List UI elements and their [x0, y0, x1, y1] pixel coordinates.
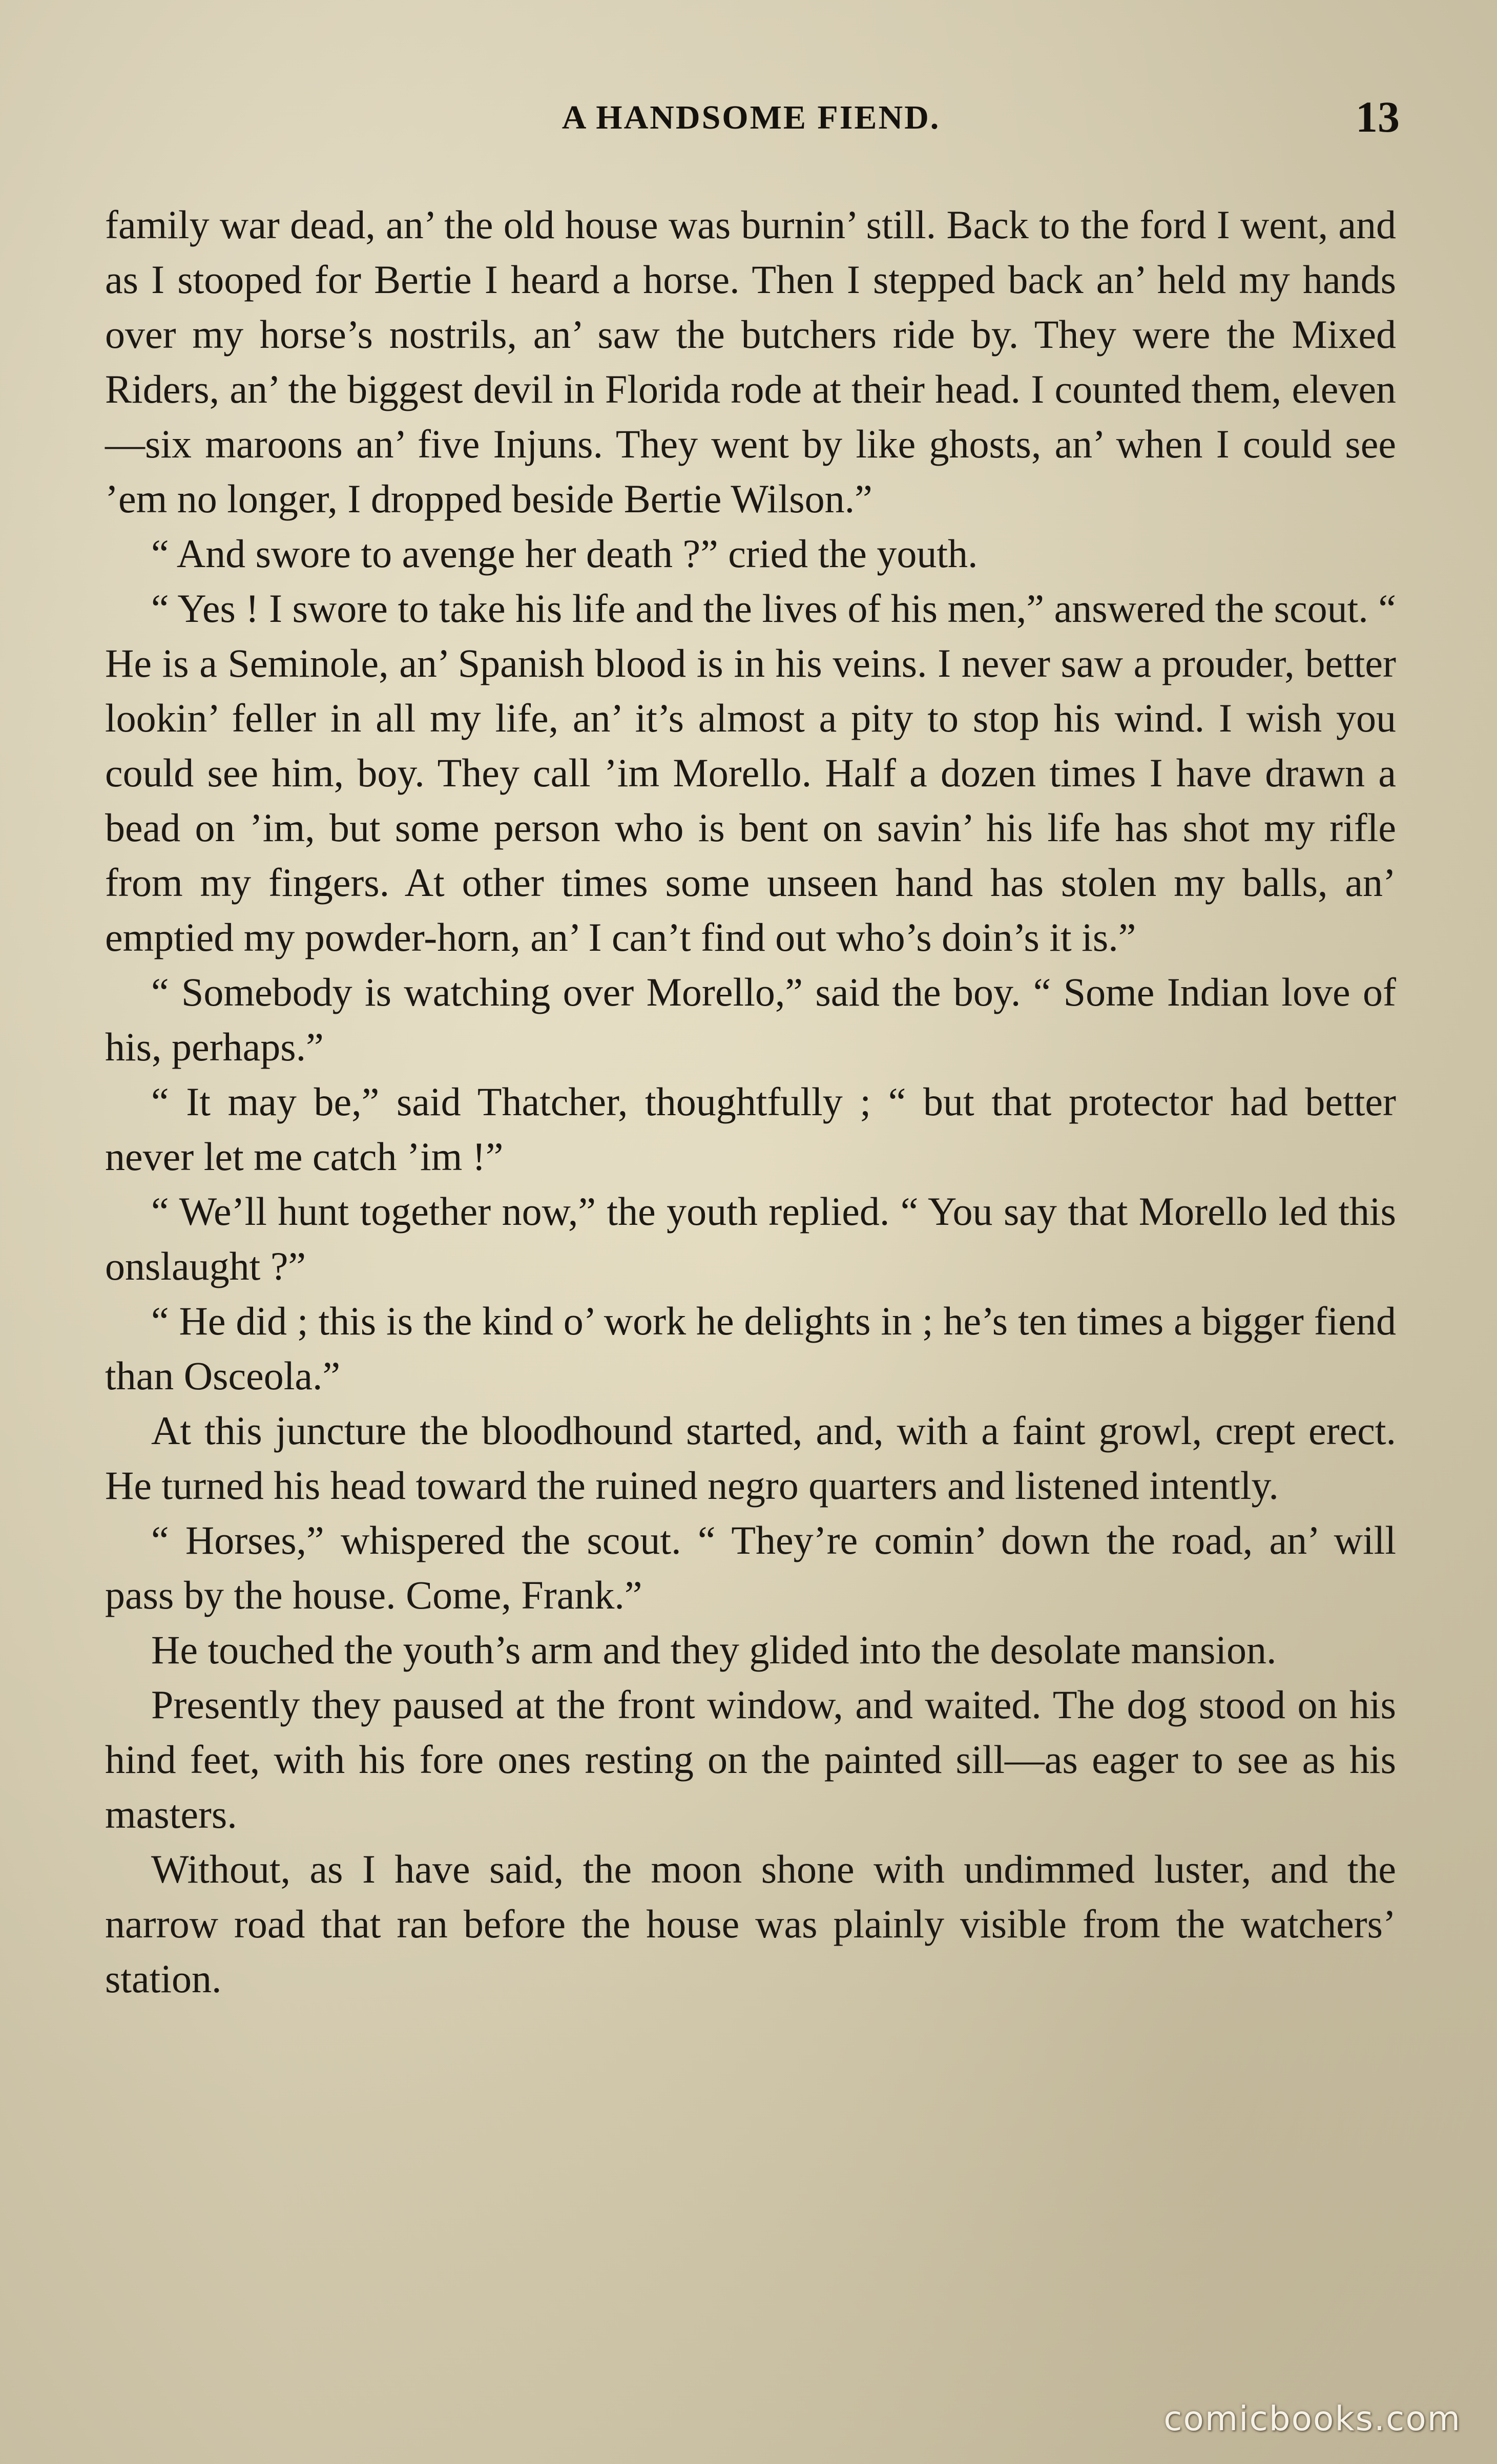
running-title: A HANDSOME FIEND. — [562, 99, 941, 136]
paragraph: Presently they paused at the front window, and waited. The dog stood on his hind feet, with his fore ones resting on the painted sill—as eager to see as his masters. — [105, 1682, 1396, 1836]
paragraph: “ Yes ! I swore to take his life and the lives of his men,” answered the scout. “ He is a Seminole, an’ Spanish blood is in his veins. I never saw a prouder, better lookin’ feller in all my life, an’ it’s almost a pity to stop his wind. I wish you could see him, boy. They call ’im Morello. Half a dozen times I have drawn a bead on ’im, but some person who is bent on savin’ his life has shot my rifle from my fingers. At other times some unseen hand has stolen my balls, an’ emptied my powder-horn, an’ I can’t find out who’s doin’s it is.” — [105, 586, 1396, 959]
paragraph: “ We’ll hunt together now,” the youth replied. “ You say that Morello led this onslaught ?” — [105, 1189, 1396, 1288]
watermark: comicbooks.com — [1163, 2399, 1461, 2438]
paragraph: family war dead, an’ the old house was burnin’ still. Back to the ford I went, and as I stooped for Bertie I heard a horse. Then I stepped back an’ held my hands over my horse’s nostrils, an’ saw the butchers ride by. They were the Mixed Riders, an’ the biggest devil in Florida rode at their head. I counted them, eleven—six maroons an’ five Injuns. They went by like ghosts, an’ when I could see ’em no longer, I dropped beside Bertie Wilson.” — [105, 202, 1396, 521]
paragraph: “ Horses,” whispered the scout. “ They’re comin’ down the road, an’ will pass by the house. Come, Frank.” — [105, 1518, 1396, 1617]
paragraph: Without, as I have said, the moon shone with undimmed luster, and the narrow road that ran before the house was plainly visible from the watchers’ station. — [105, 1847, 1396, 2001]
paragraph: “ It may be,” said Thatcher, thoughtfully ; “ but that protector had better never let me catch ’im !” — [105, 1079, 1396, 1179]
paragraph: “ And swore to avenge her death ?” cried the youth. — [151, 531, 978, 576]
paragraph: “ Somebody is watching over Morello,” said the boy. “ Some Indian love of his, perhaps.” — [105, 970, 1396, 1069]
page-number: 13 — [1356, 92, 1400, 141]
page-header — [102, 87, 1400, 143]
paragraph: He touched the youth’s arm and they glided into the desolate mansion. — [151, 1627, 1277, 1672]
body-text — [105, 197, 1396, 2006]
paragraph: “ He did ; this is the kind o’ work he delights in ; he’s ten times a bigger fiend than Osceola.” — [105, 1299, 1396, 1398]
paragraph: At this juncture the bloodhound started, and, with a faint growl, crept erect. He turned his head toward the ruined negro quarters and listened intently. — [105, 1408, 1396, 1508]
